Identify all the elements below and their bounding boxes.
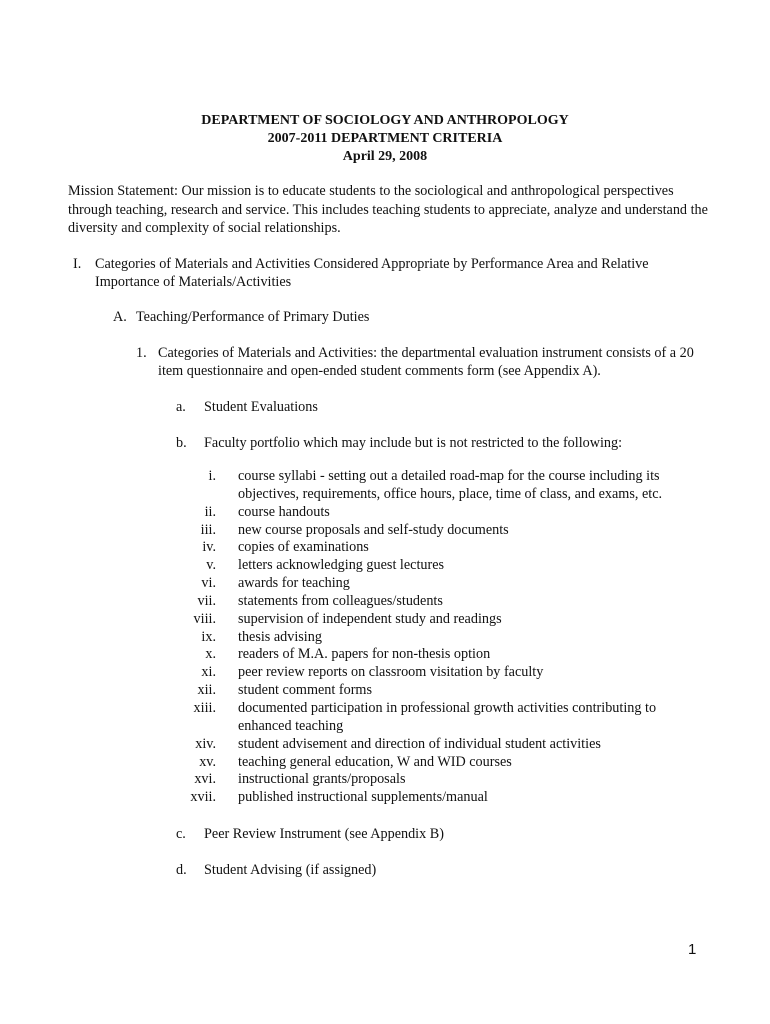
item-a — [176, 398, 318, 416]
roman-numeral: xiii. — [193, 699, 216, 716]
list-item-text: teaching general education, W and WID courses — [238, 753, 512, 770]
section-a-number: A. — [113, 309, 127, 325]
list-item — [160, 557, 720, 575]
item-d-text: Student Advising (if assigned) — [204, 862, 377, 878]
page-number: 1 — [688, 941, 697, 958]
list-item-text: letters acknowledging guest lectures — [238, 557, 445, 574]
section-i-number: I. — [73, 256, 82, 272]
list-item — [160, 789, 720, 807]
list-item-text: statements from colleagues/students — [238, 592, 443, 609]
roman-numeral: xv. — [199, 753, 216, 770]
section-1-text: Categories of Materials and Activities: the departmental evaluation instrument consists of a 20 item questionnaire and open-ended student comments form (see Appendix A). — [158, 345, 694, 379]
item-d — [176, 861, 376, 879]
roman-numeral: xi. — [201, 664, 216, 681]
item-b-text: Faculty portfolio which may include but is not restricted to the following: — [204, 435, 623, 451]
list-item-text: documented participation in professional growth activities contributing to enhanced teaching — [238, 699, 657, 734]
list-item — [160, 593, 720, 611]
list-item — [160, 575, 720, 593]
section-a — [113, 308, 369, 326]
list-item — [160, 504, 720, 522]
list-item — [160, 539, 720, 557]
roman-numeral: i. — [208, 468, 216, 484]
roman-numeral: x. — [205, 646, 216, 663]
item-a-label: a. — [176, 399, 186, 415]
list-item-text: student advisement and direction of individual student activities — [238, 735, 601, 752]
roman-numeral: v. — [206, 557, 216, 574]
item-b-label: b. — [176, 435, 187, 451]
section-1 — [136, 344, 716, 380]
list-item-text: readers of M.A. papers for non-thesis option — [238, 646, 491, 663]
list-item-text: instructional grants/proposals — [238, 771, 406, 788]
list-item — [160, 611, 720, 629]
list-item — [160, 700, 720, 736]
roman-numeral: ix. — [201, 628, 216, 645]
roman-numeral: xvi. — [194, 771, 216, 788]
list-item — [160, 682, 720, 700]
list-item-text: new course proposals and self-study documents — [238, 521, 509, 538]
list-item-text: course handouts — [238, 503, 330, 520]
roman-numeral: xvii. — [190, 789, 216, 806]
roman-numeral: ii. — [204, 503, 216, 520]
roman-numeral: iv. — [202, 539, 216, 556]
list-item — [160, 771, 720, 789]
document-header — [0, 112, 770, 166]
section-a-heading: Teaching/Performance of Primary Duties — [136, 309, 370, 325]
list-item-text: supervision of independent study and readings — [238, 610, 502, 627]
roman-numeral: xiv. — [195, 735, 216, 752]
list-item — [160, 736, 720, 754]
list-item-text: copies of examinations — [238, 539, 369, 556]
roman-numeral: xii. — [197, 682, 216, 699]
criteria-title: 2007-2011 DEPARTMENT CRITERIA — [267, 131, 503, 146]
roman-numeral: vii. — [197, 592, 216, 609]
list-item-text: awards for teaching — [238, 575, 350, 592]
roman-numeral: viii. — [193, 610, 216, 627]
roman-numeral: vi. — [201, 575, 216, 592]
section-1-number: 1. — [136, 345, 147, 361]
department-title: DEPARTMENT OF SOCIOLOGY AND ANTHROPOLOGY — [201, 113, 569, 128]
list-item-text: course syllabi - setting out a detailed road-map for the course including its objectives, requirements, office hours, place, time of class, and exams, etc. — [238, 468, 663, 502]
item-c-label: c. — [176, 826, 186, 842]
list-item-text: student comment forms — [238, 682, 372, 699]
list-item-text: thesis advising — [238, 628, 322, 645]
document-date: April 29, 2008 — [342, 149, 428, 164]
item-b — [176, 434, 622, 452]
item-c-text: Peer Review Instrument (see Appendix B) — [204, 826, 444, 842]
list-item-text: published instructional supplements/manual — [238, 789, 488, 806]
list-item — [160, 664, 720, 682]
item-c — [176, 825, 444, 843]
portfolio-items-list — [160, 468, 720, 807]
list-item — [160, 646, 720, 664]
section-i-heading: Categories of Materials and Activities Considered Appropriate by Performance Area and Relative Importance of Materials/Activities — [95, 256, 649, 290]
list-item — [160, 754, 720, 772]
list-item — [160, 629, 720, 647]
list-item — [160, 522, 720, 540]
mission-statement: Mission Statement: Our mission is to educate students to the sociological and anthropological perspectives through teaching, research and service. This includes teaching students to appreciate, analyze and understand the diversity and complexity of social relationships. — [68, 183, 708, 236]
list-item — [160, 468, 720, 504]
item-a-text: Student Evaluations — [204, 399, 318, 415]
section-i — [68, 255, 668, 291]
roman-numeral: iii. — [200, 521, 216, 538]
item-d-label: d. — [176, 862, 187, 878]
list-item-text: peer review reports on classroom visitation by faculty — [238, 664, 544, 681]
